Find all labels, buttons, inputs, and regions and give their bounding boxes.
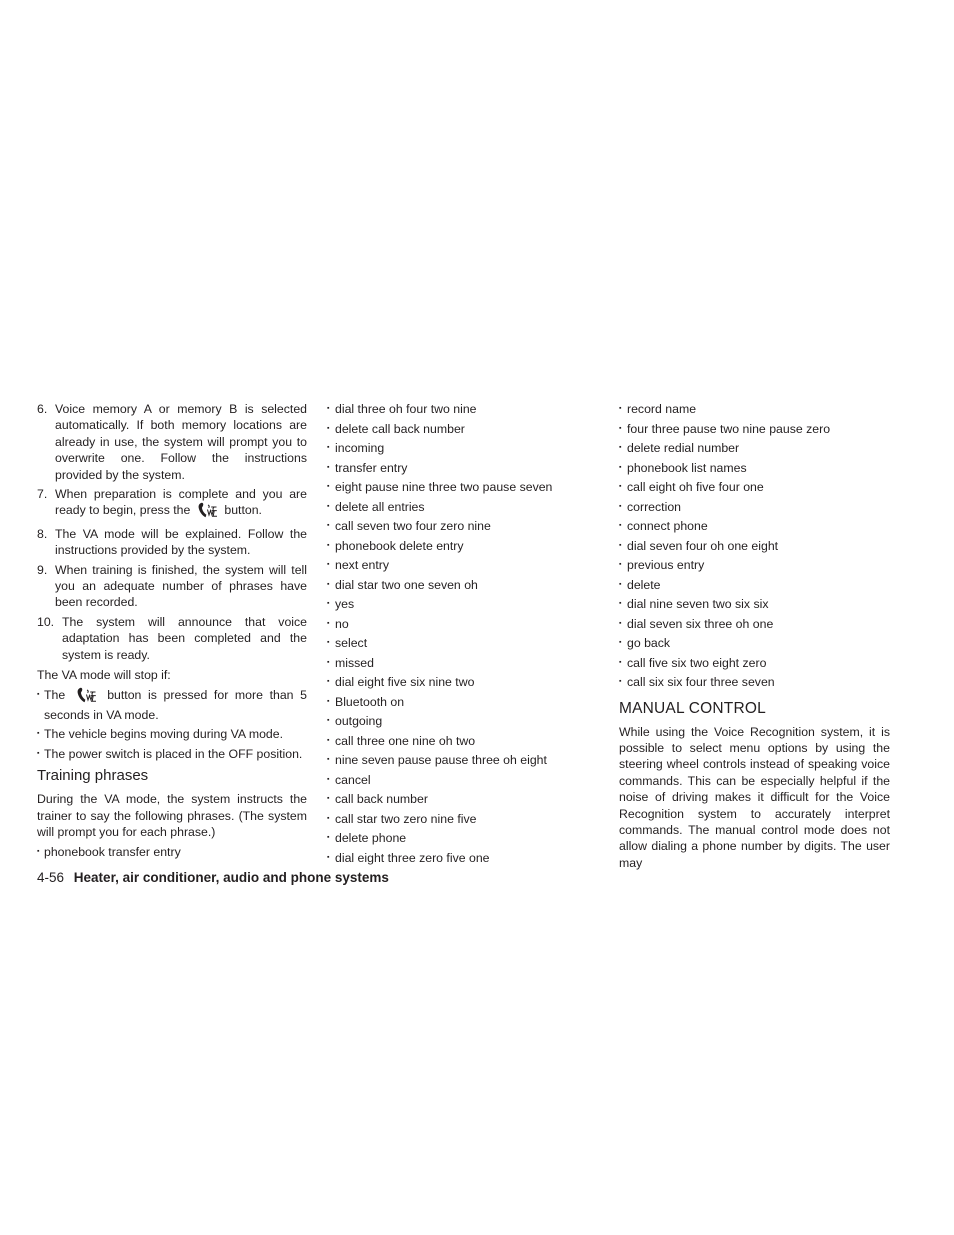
phrase-item: ▪ dial three oh four two nine	[327, 401, 589, 421]
column-middle	[327, 401, 589, 869]
phrase-item: ▪ connect phone	[619, 518, 890, 538]
phrase-item: ▪ delete phone	[327, 830, 589, 850]
phrase-item: ▪ cancel	[327, 772, 589, 792]
phrase-item: ▪ no	[327, 616, 589, 636]
phrase-item: ▪ delete call back number	[327, 421, 589, 441]
phrase-item: ▪ dial eight three zero five one	[327, 850, 589, 870]
phrase-item: ▪ delete redial number	[619, 440, 890, 460]
stop-condition: ▪ The button is pressed for more than 5 seconds in VA mode.	[37, 687, 307, 724]
phrase-item: ▪ four three pause two nine pause zero	[619, 421, 890, 441]
phrase-item: ▪ dial eight five six nine two	[327, 674, 589, 694]
phrase-item: ▪ previous entry	[619, 557, 890, 577]
step-9: 9. When training is finished, the system will tell you an adequate number of phrases have been recorded.	[37, 562, 307, 610]
phrase-list-middle	[327, 401, 589, 869]
training-text: During the VA mode, the system instructs the trainer to say the following phrases. (The system will prompt you for each phrase.)	[37, 792, 307, 840]
phrase-item: ▪ call eight oh five four one	[619, 479, 890, 499]
procedure-steps	[37, 401, 307, 663]
phrase-item: ▪ delete all entries	[327, 499, 589, 519]
phrase-item: ▪ missed	[327, 655, 589, 675]
phrase-item: ▪ eight pause nine three two pause seven	[327, 479, 589, 499]
phrase-item: ▪ yes	[327, 596, 589, 616]
phrase-item: ▪ record name	[619, 401, 890, 421]
stop-intro: The VA mode will stop if:	[37, 668, 171, 683]
column-right	[619, 401, 890, 874]
training-phrase-list	[37, 844, 307, 860]
training-heading: Training phrases	[37, 767, 149, 785]
phone-talk-icon	[198, 502, 218, 522]
phrase-item: ▪ call three one nine oh two	[327, 733, 589, 753]
phrase-item: ▪ phonebook list names	[619, 460, 890, 480]
phrase-item: ▪ phonebook transfer entry	[37, 844, 307, 860]
phrase-list-right	[619, 401, 890, 694]
stop-conditions	[37, 687, 307, 763]
stop-condition: ▪ The power switch is placed in the OFF position.	[37, 746, 307, 762]
step-10: 10. The system will announce that voice adaptation has been completed and the system is ready.	[37, 614, 307, 662]
phrase-item: ▪ phonebook delete entry	[327, 538, 589, 558]
phrase-item: ▪ dial seven six three oh one	[619, 616, 890, 636]
phrase-item: ▪ call star two zero nine five	[327, 811, 589, 831]
step-8: 8. The VA mode will be explained. Follow the instructions provided by the system.	[37, 526, 307, 558]
page-footer	[37, 870, 389, 885]
phrase-item: ▪ Bluetooth on	[327, 694, 589, 714]
phrase-item: ▪ transfer entry	[327, 460, 589, 480]
phone-talk-icon	[77, 687, 97, 707]
phrase-item: ▪ call six six four three seven	[619, 674, 890, 694]
manual-control-heading: MANUAL CONTROL	[619, 699, 766, 717]
phrase-item: ▪ correction	[619, 499, 890, 519]
phrase-item: ▪ go back	[619, 635, 890, 655]
step-6: 6. Voice memory A or memory B is selected automatically. If both memory locations are already in use, the system will prompt you to overwrite one. Follow the instructions provided by the system.	[37, 402, 307, 482]
manual-control-text: While using the Voice Recognition system, it is possible to select menu options by using the steering wheel controls instead of speaking voice commands. This can be especially helpful if the noise of driving makes it difficult for the Voice Recognition system to accurately interpret commands. The manual control mode does not allow dialing a phone number by digits. The user may	[619, 724, 890, 870]
phrase-item: ▪ select	[327, 635, 589, 655]
phrase-item: ▪ dial star two one seven oh	[327, 577, 589, 597]
phrase-item: ▪ nine seven pause pause three oh eight	[327, 752, 589, 772]
page-number: 4-56	[37, 870, 65, 885]
chapter-title: Heater, air conditioner, audio and phone systems	[73, 870, 389, 885]
step-7: 7. When preparation is complete and you are ready to begin, press the button.	[37, 486, 307, 523]
phrase-item: ▪ outgoing	[327, 713, 589, 733]
stop-condition: ▪ The vehicle begins moving during VA mode.	[37, 726, 307, 742]
phrase-item: ▪ dial nine seven two six six	[619, 596, 890, 616]
phrase-item: ▪ dial seven four oh one eight	[619, 538, 890, 558]
phrase-item: ▪ next entry	[327, 557, 589, 577]
column-left	[37, 401, 307, 863]
phrase-item: ▪ call back number	[327, 791, 589, 811]
phrase-item: ▪ call five six two eight zero	[619, 655, 890, 675]
phrase-item: ▪ incoming	[327, 440, 589, 460]
phrase-item: ▪ delete	[619, 577, 890, 597]
phrase-item: ▪ call seven two four zero nine	[327, 518, 589, 538]
